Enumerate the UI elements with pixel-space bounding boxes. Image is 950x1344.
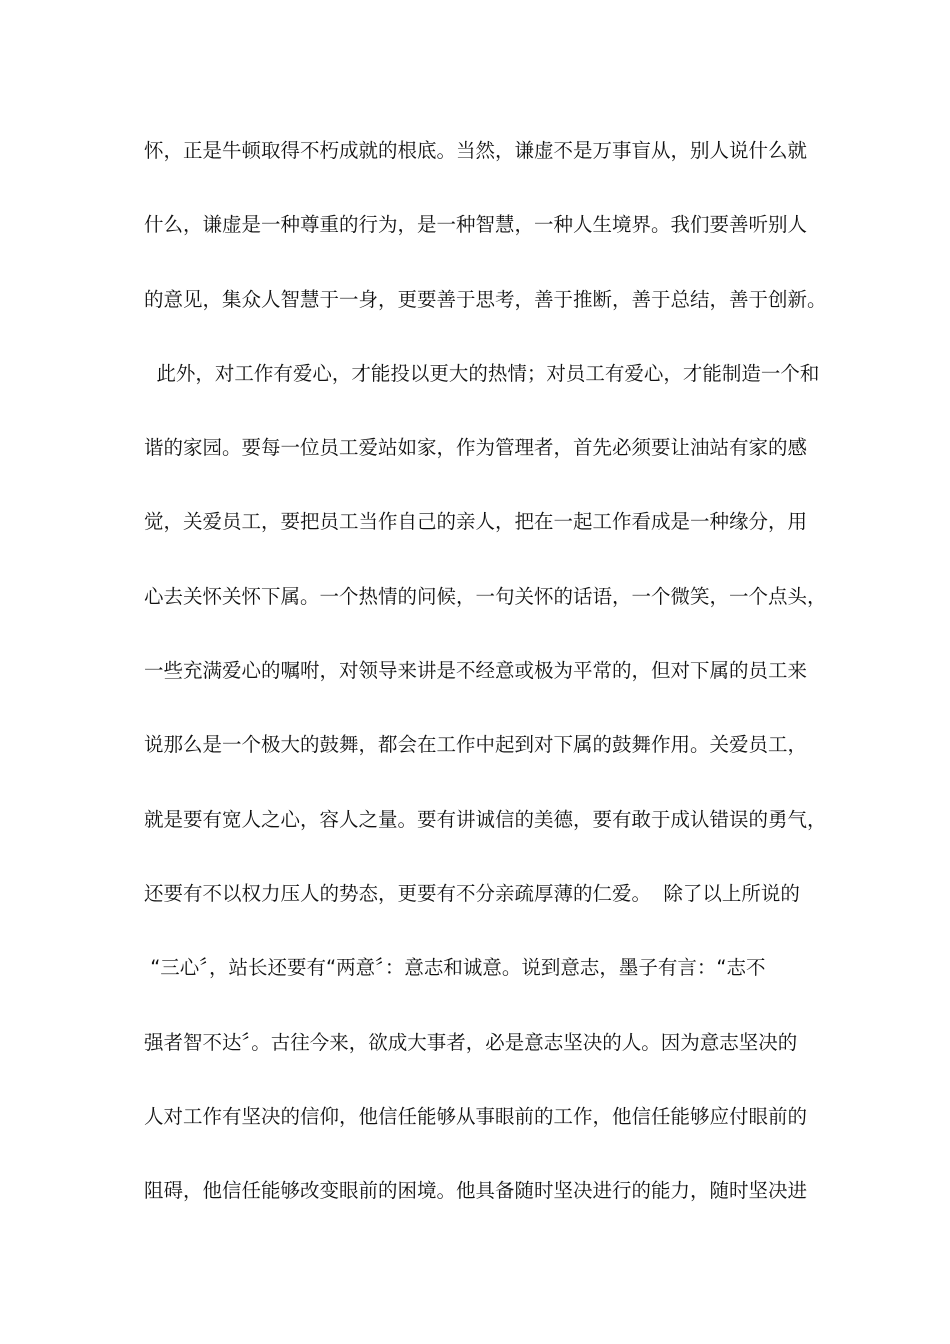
text-line: 强者智不达〞。古往今来，欲成大事者，必是意志坚决的人。因为意志坚决的 [144, 1030, 798, 1054]
text-line: 觉，关爱员工，要把员工当作自己的亲人，把在一起工作看成是一种缘分，用 [144, 510, 808, 534]
text-line: 还要有不以权力压人的势态，更要有不分亲疏厚薄的仁爱。 除了以上所说的 [144, 881, 800, 905]
text-line: 就是要有宽人之心，容人之量。要有讲诚信的美德，要有敢于成认错误的勇气， [144, 807, 827, 831]
text-line: 此外，对工作有爱心，才能投以更大的热情；对员工有爱心，才能制造一个和 [144, 361, 820, 385]
text-line: “三心〞，站长还要有“两意〞：意志和诚意。说到意志，墨子有言：“志不 [144, 956, 766, 980]
body-text [144, 132, 827, 1246]
text-line: 的意见，集众人智慧于一身，更要善于思考，善于推断，善于总结，善于创新。 [144, 287, 827, 311]
text-line: 什么，谦虚是一种尊重的行为，是一种智慧，一种人生境界。我们要善听别人 [144, 213, 808, 237]
text-line: 人对工作有坚决的信仰，他信任能够从事眼前的工作，他信任能够应付眼前的 [144, 1104, 808, 1128]
text-line: 心去关怀关怀下属。一个热情的问候，一句关怀的话语，一个微笑，一个点头， [144, 584, 827, 608]
text-line: 一些充满爱心的嘱咐，对领导来讲是不经意或极为平常的，但对下属的员工来 [144, 659, 808, 683]
text-line: 谐的家园。要每一位员工爱站如家，作为管理者，首先必须要让油站有家的感 [144, 436, 808, 460]
text-line: 阻碍，他信任能够改变眼前的困境。他具备随时坚决进行的能力，随时坚决进 [144, 1179, 808, 1203]
text-line: 怀，正是牛顿取得不朽成就的根底。当然，谦虚不是万事盲从，别人说什么就 [144, 139, 808, 162]
text-line: 说那么是一个极大的鼓舞，都会在工作中起到对下属的鼓舞作用。关爱员工， [144, 733, 808, 757]
